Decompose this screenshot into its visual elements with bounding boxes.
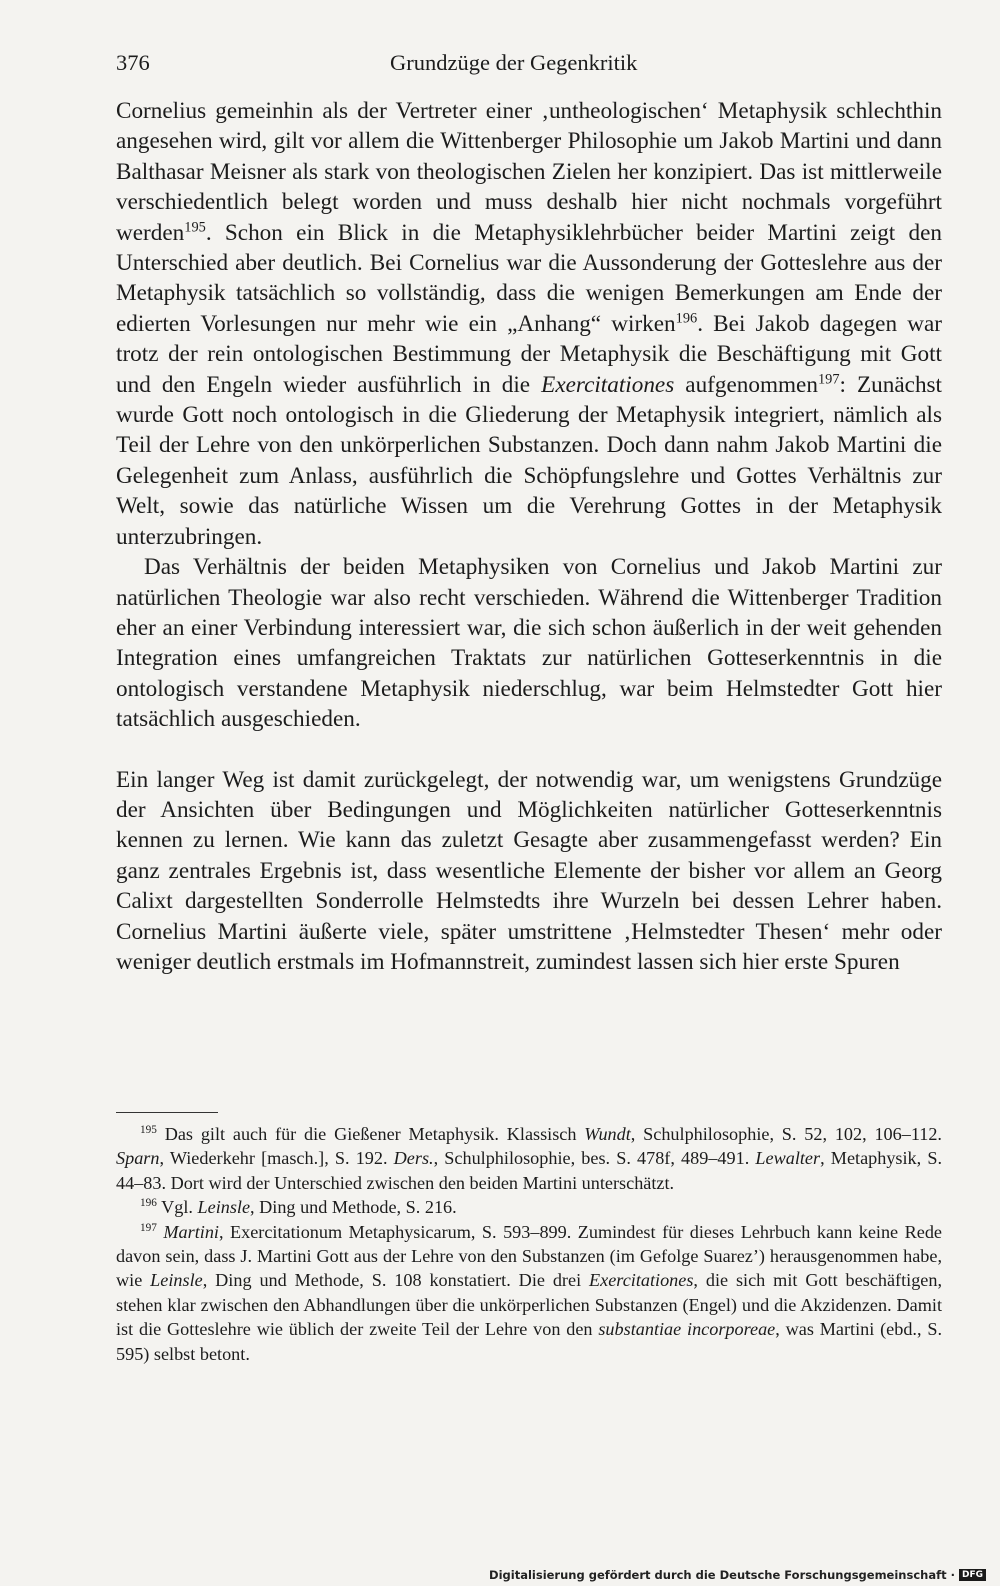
digitization-credit [489,1568,986,1582]
footnote-ref-196[interactable]: 196 [675,310,698,327]
paragraph-2: Das Verhältnis der beiden Metaphysiken von Cornelius und Jakob Martini zur natürlichen Theologie war also recht verschieden. Während die Wittenberger Tradition eher an einer Verbindung interessiert war, die sich schon äußerlich in der weit gehenden Integration eines umfangreichen Traktats zur natürlichen Gotteserkenntnis in die ontologisch verstandene Metaphysik niederschlug, war beim Helmstedter Gott hier tatsächlich ausgeschieden. [116,554,942,733]
footnote-number: 195 [140,1123,157,1136]
footnote-196: $^{196}$ Vgl. Leinsle, Ding und Methode, S. 216. [140,1197,457,1218]
footnote-number: 197 [140,1221,157,1234]
footnote-separator [116,1112,218,1113]
page-header [116,50,940,84]
footnote-195: $^{195}$ Das gilt auch für die Gießener Metaphysik. Klassisch Wundt, Schulphilosophie, S. 52, 102, 106–112. Sparn, Wiederkehr [masch.], S. 192. Ders., Schulphilosophie, bes. S. 478f, 489–491. Lewalter, Metaphysik, S. 44–83. Dort wird der Unterschied zwischen den beiden Martini unterschätzt. [116,1123,943,1193]
paragraph-1: Cornelius gemeinhin als der Vertreter einer ‚untheologischen‘ Metaphysik schlechthin angesehen wird, gilt vor allem die Wittenberger Philosophie um Jakob Martini und dann Balthasar Meisner als stark von theologischen Zielen her konzipiert. Das ist mittlerweile verschiedentlich belegt worden und muss deshalb hier nicht nochmals vorgeführt werden$^{195}$. Schon ein Blick in die Metaphysiklehrbücher beider Martini zeigt den Unterschied aber deutlich. Bei Cornelius war die Aussonderung der Gotteslehre aus der Metaphysik tatsächlich so vollständig, dass die wenigen Bemerkungen am Ende der edierten Vorlesungen nur mehr wie ein „Anhang“ wirken$^{196}$. Bei Jakob dagegen war trotz der rein ontologischen Bestimmung der Metaphysik die Beschäftigung mit Gott und den Engeln wieder ausführlich in die Exercitationes aufgenommen$^{197}$: Zunächst wurde Gott noch ontologisch in die Gliederung der Metaphysik integriert, nämlich als Teil der Lehre von den unkörperlichen Substanzen. Doch dann nahm Jakob Martini die Gelegenheit zum Anlass, ausführlich die Schöpfungslehre und Gottes Verhältnis zur Welt, sowie das natürliche Wissen um die Verehrung Gottes in der Metaphysik unterzubringen. [116,98,943,550]
page-number: 376 [116,50,150,75]
footnote-ref-197[interactable]: 197 [817,370,840,387]
credit-text: Digitalisierung gefördert durch die Deutsche Forschungsgemeinschaft · [489,1568,955,1582]
main-text [116,96,942,977]
running-title: Grundzüge der Gegenkritik [390,50,638,75]
footnote-ref-195[interactable]: 195 [184,218,206,235]
dfg-logo: DFG [959,1569,986,1581]
paragraph-3: Ein langer Weg ist damit zurückgelegt, der notwendig war, um wenigstens Grundzüge der Ansichten über Bedingungen und Möglichkeiten natürlicher Gotteserkenntnis kennen zu lernen. Wie kann das zuletzt Gesagte aber zusammengefasst werden? Ein ganz zentrales Ergebnis ist, dass wesentliche Elemente der bisher vor allem an Georg Calixt dargestellten Sonderrolle Helmstedts ihre Wurzeln bei dessen Lehrer haben. Cornelius Martini äußerte viele, später umstrittene ‚Helmstedter Thesen‘ mehr oder weniger deutlich erstmals im Hofmannstreit, zumindest lassen sich hier erste Spuren [116,766,942,975]
footnote-number: 196 [140,1197,157,1210]
footnotes [116,1122,942,1366]
italic-term: Exercitationes [541,371,675,398]
footnote-197: $^{197}$ Martini, Exercitationum Metaphysicarum, S. 593–899. Zumindest für dieses Lehrbuch kann keine Rede davon sein, dass J. Martini Gott aus der Lehre von den Substanzen (im Gefolge Suarez’) herausgenommen habe, wie Leinsle, Ding und Methode, S. 108 konstatiert. Die drei Exercitationes, die sich mit Gott beschäftigen, stehen klar zwischen den Abhandlungen über die unkörperlichen Substanzen (Engel) und die Akzidenzen. Damit ist die Gotteslehre wie üblich der zweite Teil der Lehre von den substantiae incorporeae, was Martini (ebd., S. 595) selbst betont. [116,1221,943,1364]
